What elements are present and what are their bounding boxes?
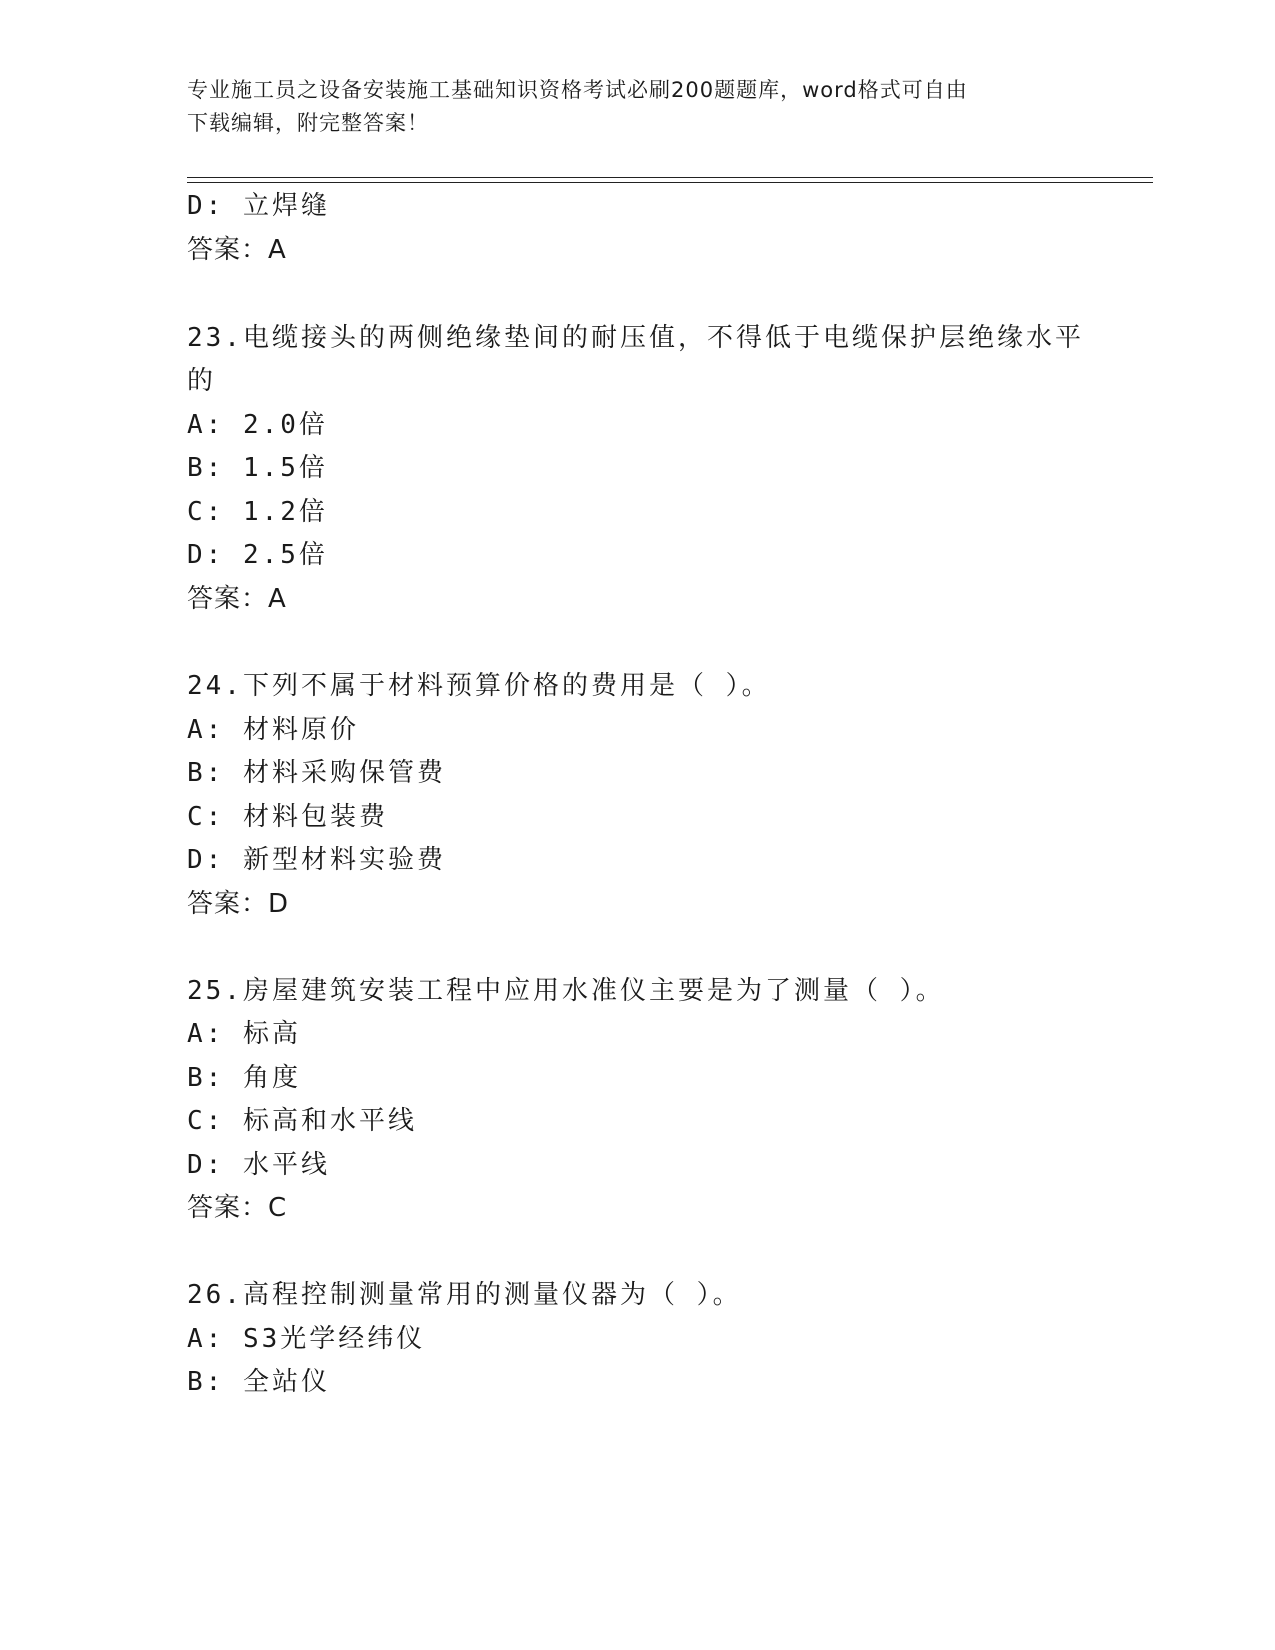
- question-25-option-d: D: 水平线: [187, 1150, 330, 1180]
- question-26-stem: 26.高程控制测量常用的测量仪器为（ ）。: [187, 1280, 742, 1310]
- header-rule-bottom: [187, 182, 1153, 183]
- question-23-option-c: C: 1.2倍: [187, 497, 328, 527]
- question-25-stem: 25.房屋建筑安装工程中应用水准仪主要是为了测量（ ）。: [187, 976, 945, 1006]
- option-d: D: 立焊缝: [187, 191, 330, 221]
- question-23-option-b: B: 1.5倍: [187, 453, 328, 483]
- question-24-option-c: C: 材料包装费: [187, 802, 388, 832]
- question-25-option-b: B: 角度: [187, 1063, 301, 1093]
- question-23-option-a: A: 2.0倍: [187, 410, 328, 440]
- question-25-option-a: A: 标高: [187, 1019, 301, 1049]
- question-24-stem: 24.下列不属于材料预算价格的费用是（ ）。: [187, 671, 771, 701]
- question-23-answer: 答案：A: [187, 584, 287, 614]
- question-24-option-d: D: 新型材料实验费: [187, 845, 446, 875]
- question-25-option-c: C: 标高和水平线: [187, 1106, 417, 1136]
- header-title-line2: 下载编辑，附完整答案！: [187, 111, 429, 135]
- document-header: [187, 74, 1087, 140]
- question-23-option-d: D: 2.5倍: [187, 540, 328, 570]
- question-26-option-a: A: S3光学经纬仪: [187, 1324, 426, 1354]
- question-26-option-b: B: 全站仪: [187, 1367, 330, 1397]
- question-24-answer: 答案：D: [187, 889, 290, 919]
- header-title-line1: 专业施工员之设备安装施工基础知识资格考试必刷200题题库，word格式可自由: [187, 78, 968, 102]
- question-25-answer: 答案：C: [187, 1193, 288, 1223]
- question-23-stem: 23.电缆接头的两侧绝缘垫间的耐压值，不得低于电缆保护层绝缘水平: [187, 323, 1084, 353]
- answer: 答案：A: [187, 235, 287, 265]
- question-23-stem-cont: 的: [187, 366, 217, 396]
- header-rule-top: [187, 177, 1153, 178]
- question-24-option-a: A: 材料原价: [187, 715, 359, 745]
- question-24-option-b: B: 材料采购保管费: [187, 758, 446, 788]
